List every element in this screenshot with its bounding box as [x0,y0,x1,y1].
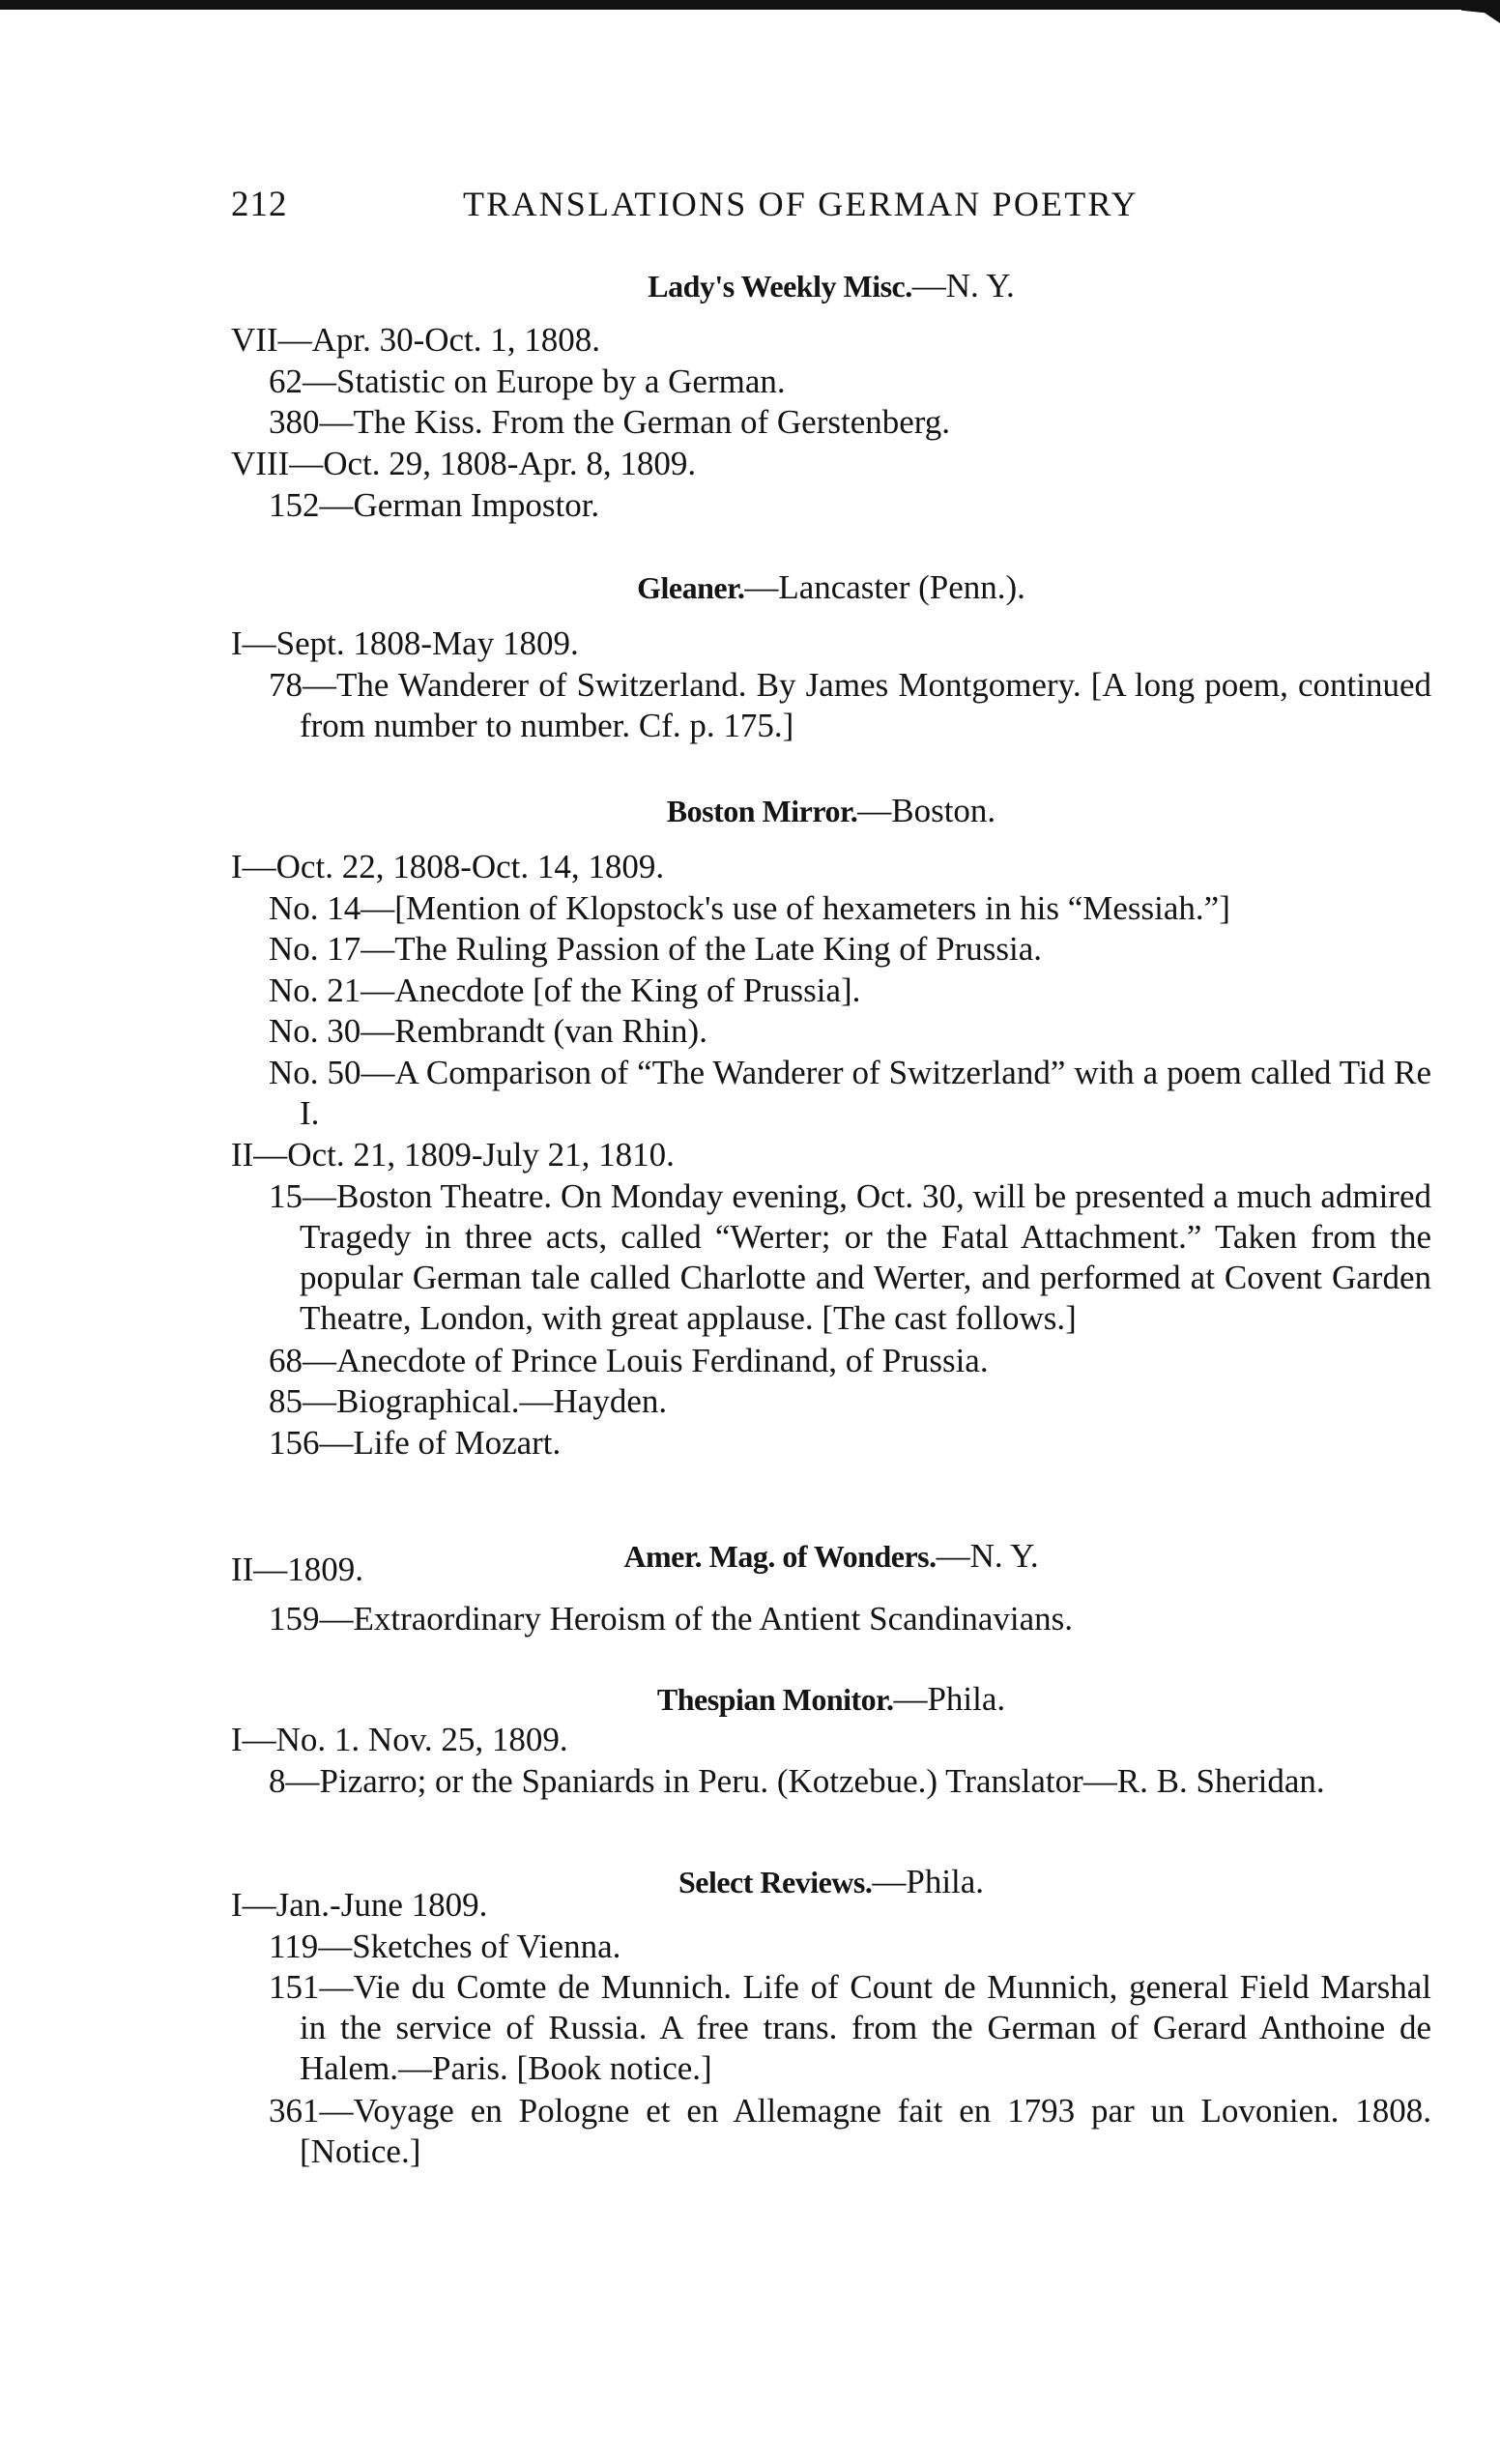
volume-label: VII—Apr. 30-Oct. 1, 1808. [231,321,601,359]
entry [269,485,1431,526]
scan-top-edge [0,0,1500,10]
entry [269,1341,1431,1381]
section-heading [231,1679,1431,1720]
section-heading [231,567,1431,608]
entry [269,402,1431,443]
entry [269,1176,1431,1339]
periodical-place: —Phila. [893,1680,1006,1718]
entry [269,1423,1431,1464]
entry-text: 78—The Wanderer of Switzerland. By James Montgomery. [A long poem, continued from number to number. Cf. p. 175.] [269,665,1431,744]
entry [269,1761,1431,1802]
entry [269,971,1431,1011]
entry-text: 15—Boston Theatre. On Monday evening, Oct. 30, will be presented a much admired Tragedy in three acts, called “Werter; or the Fatal Attachment.” Taken from the popular German tale called Charlotte and Werter, and performed at Covent Garden Theatre, London, with great applause. [The cast follows.] [269,1176,1431,1337]
entry-text: No. 21—Anecdote [of the King of Prussia]. [269,971,861,1009]
entry-text: No. 17—The Ruling Passion of the Late King of Prussia. [269,930,1043,968]
entry-text: No. 30—Rembrandt (van Rhin). [269,1012,707,1050]
entry-text: No. 50—A Comparison of “The Wanderer of Switzerland” with a poem called Tid Re I. [269,1053,1431,1132]
entry [269,1053,1431,1134]
entry-text: 62—Statistic on Europe by a German. [269,362,786,400]
section-heading [231,1536,1431,1577]
volume-label: I—No. 1. Nov. 25, 1809. [231,1721,568,1758]
periodical-place: —N. Y. [936,1537,1039,1575]
entry [269,1011,1431,1052]
entry [269,888,1431,929]
entry [269,1967,1431,2089]
periodical-place: —Boston. [857,792,996,829]
volume-label: VIII—Oct. 29, 1808-Apr. 8, 1809. [231,445,697,482]
entry-text: No. 14—[Mention of Klopstock's use of hexameters in his “Messiah.”] [269,888,1230,927]
entry-text: 380—The Kiss. From the German of Gerstenberg. [269,403,951,441]
periodical-title: Select Reviews. [678,1865,873,1899]
section-heading [231,791,1431,831]
volume-label: I—Oct. 22, 1808-Oct. 14, 1809. [231,848,665,885]
page-number: 212 [231,185,288,224]
periodical-place: —Phila. [872,1863,985,1900]
periodical-title: Lady's Weekly Misc. [648,269,912,304]
entry-text: 119—Sketches of Vienna. [269,1927,621,1965]
entry-text: 68—Anecdote of Prince Louis Ferdinand, of Prussia. [269,1341,989,1379]
entry-text: 151—Vie du Comte de Munnich. Life of Count de Munnich, general Field Marshal in the service of Russia. A free trans. from the German of Gerard Anthoine de Halem.—Paris. [Book notice.] [269,1968,1431,2087]
entry-text: 152—German Impostor. [269,485,600,524]
entry-text: 85—Biographical.—Hayden. [269,1382,668,1420]
periodical-title: Amer. Mag. of Wonders. [623,1539,937,1574]
entry [269,1599,1431,1639]
volume-label: II—Oct. 21, 1809-July 21, 1810. [231,1136,675,1174]
scan-top-edge-corner [1461,0,1500,23]
periodical-place: —Lancaster (Penn.). [744,568,1025,606]
periodical-title: Gleaner. [637,570,745,605]
running-title: TRANSLATIONS OF GERMAN POETRY [463,185,1139,223]
entry [269,1381,1431,1422]
entry [269,929,1431,970]
entry-text: 156—Life of Mozart. [269,1423,562,1462]
entry-text: 159—Extraordinary Heroism of the Antient Scandinavians. [269,1600,1074,1638]
volume-label: I—Sept. 1808-May 1809. [231,624,579,662]
periodical-title: Thespian Monitor. [656,1682,894,1717]
volume-label: I—Jan.-June 1809. [231,1886,488,1924]
periodical-place: —N. Y. [911,267,1015,304]
entry-text: 361—Voyage en Pologne et en Allemagne fait en 1793 par un Lovonien. 1808. [Notice.] [269,2091,1431,2170]
entry-text: 8—Pizarro; or the Spaniards in Peru. (Kotzebue.) Translator—R. B. Sheridan. [269,1761,1325,1800]
entry [269,2091,1431,2172]
entry [269,665,1431,746]
periodical-title: Boston Mirror. [666,794,858,828]
entry [269,362,1431,402]
entry [269,1927,1431,1967]
volume-label: II—1809. [231,1551,364,1588]
section-heading [231,266,1431,306]
